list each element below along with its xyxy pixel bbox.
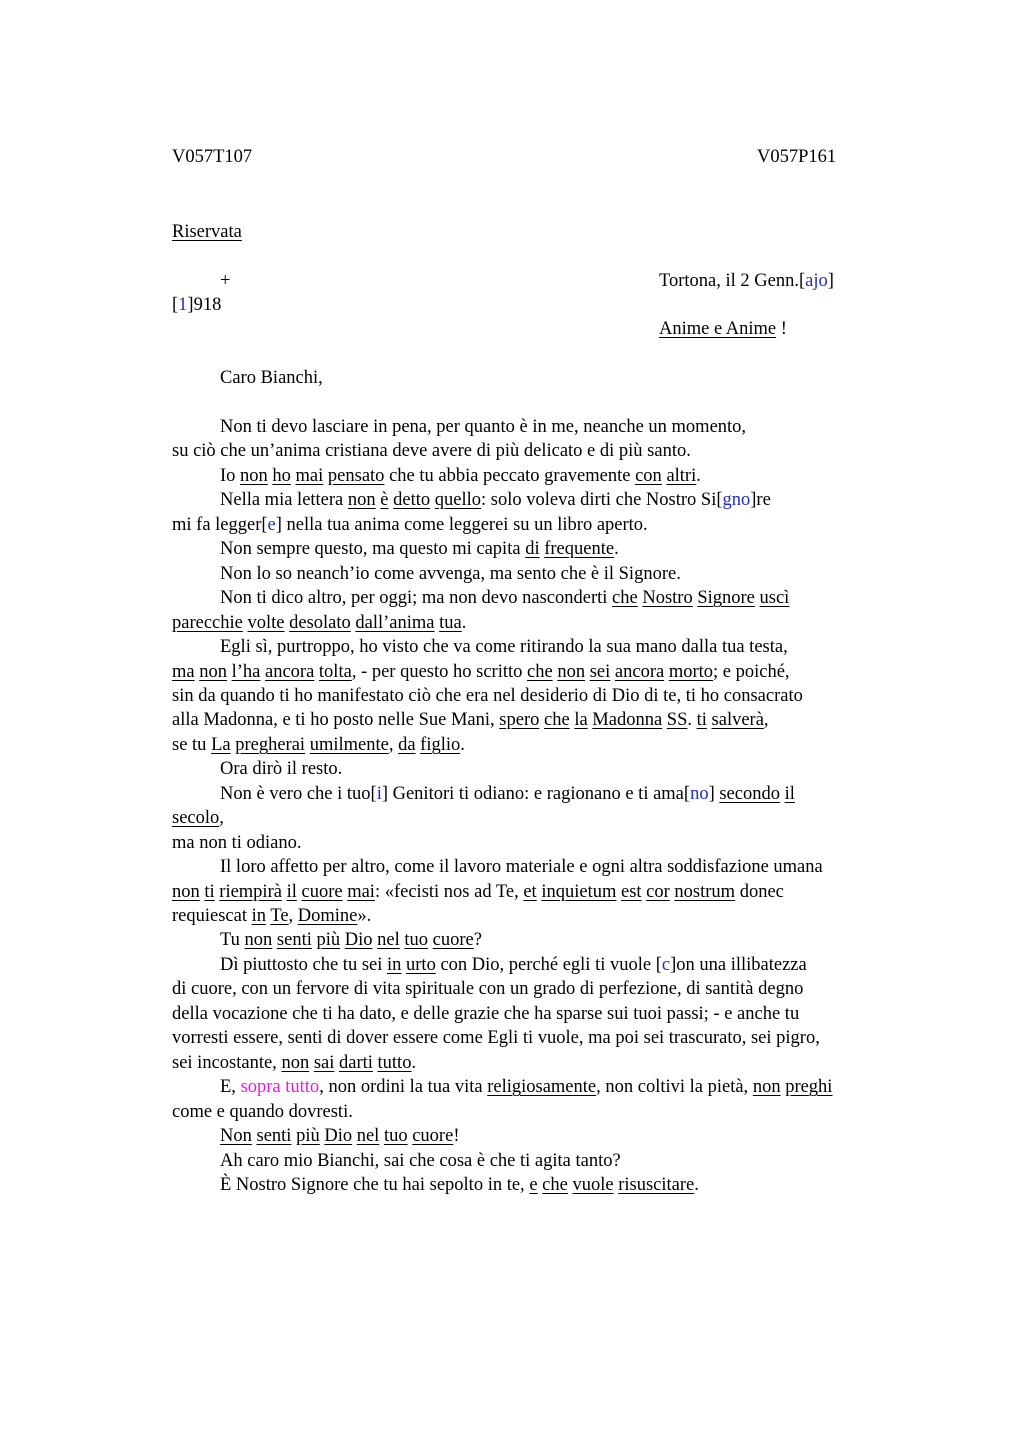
- underlined-word: darti: [339, 1053, 373, 1073]
- text-run: È Nostro Signore che tu hai sepolto in te,: [220, 1175, 530, 1195]
- underlined-word: Non: [220, 1126, 252, 1146]
- riservata-label: Riservata: [172, 222, 242, 242]
- text-run: Nella mia lettera: [220, 490, 348, 510]
- underlined-word: altri: [666, 466, 697, 486]
- text-run: ?: [473, 930, 482, 950]
- motto: [659, 317, 787, 341]
- underlined-word: in: [251, 906, 267, 926]
- body-line: [172, 1051, 416, 1075]
- text-run: Non ti devo lasciare in pena, per quanto è in me, neanche un momento,: [220, 417, 747, 437]
- text-run: vorresti essere, senti di dover essere come Egli ti vuole, ma poi sei trascurato, sei pigro,: [172, 1028, 820, 1048]
- underlined-word: non: [240, 466, 268, 486]
- text-run: ] Genitori ti odiano: e ragionano e ti ama[: [381, 784, 691, 804]
- text-run: se tu: [172, 735, 212, 755]
- underlined-word: è: [380, 490, 389, 510]
- text-run: Ah caro mio Bianchi, sai che cosa è che ti agita tanto?: [220, 1151, 621, 1171]
- text-run: ,: [763, 710, 769, 730]
- underlined-word: ti: [696, 710, 707, 730]
- underlined-word: est: [620, 882, 642, 902]
- underlined-word: da: [398, 735, 416, 755]
- body-line: [220, 855, 823, 879]
- underlined-word: non: [557, 662, 586, 682]
- text-run: ,: [288, 906, 298, 926]
- salutation: Caro Bianchi,: [220, 368, 323, 388]
- underlined-word: nostrum: [674, 882, 736, 902]
- text-run: .: [460, 735, 465, 755]
- body-line: [220, 953, 807, 977]
- underlined-word: dall’anima: [355, 613, 435, 633]
- text-run: Tu: [220, 930, 245, 950]
- underlined-word: morto: [668, 662, 714, 682]
- underlined-word: mai: [295, 466, 324, 486]
- text-run: Non ti dico altro, per oggi; ma non devo nasconderti: [220, 588, 613, 608]
- body-line: [220, 488, 771, 512]
- underlined-word: sei: [589, 662, 611, 682]
- text-run: sin da quando ti ho manifestato ciò che era nel desiderio di Dio di te, ti ho consacrato: [172, 686, 803, 706]
- text-run: Non sempre questo, ma questo mi capita: [220, 539, 526, 559]
- body-line: [172, 439, 691, 463]
- editorial-insertion: 1: [178, 295, 188, 315]
- underlined-word: l’ha: [231, 662, 261, 682]
- underlined-word: SS: [666, 710, 688, 730]
- underlined-word: frequente: [544, 539, 615, 559]
- text-run: .: [614, 539, 619, 559]
- underlined-word: inquietum: [541, 882, 617, 902]
- underlined-word: salverà: [711, 710, 764, 730]
- underlined-word: il: [784, 784, 795, 804]
- underlined-word: La: [211, 735, 231, 755]
- underlined-word: con: [635, 466, 662, 486]
- underlined-word: che: [542, 1175, 568, 1195]
- underlined-word: risuscitare: [618, 1175, 695, 1195]
- underlined-word: ma: [172, 662, 195, 682]
- text-run: !: [453, 1126, 460, 1146]
- underlined-word: non: [172, 882, 200, 902]
- body-line: [172, 708, 769, 732]
- text-run: Io: [220, 466, 241, 486]
- text-run: : «fecisti nos ad Te,: [374, 882, 524, 902]
- underlined-word: volte: [247, 613, 285, 633]
- underlined-word: preghi: [785, 1077, 833, 1097]
- text-run: Egli sì, purtroppo, ho visto che va come ritirando la sua mano dalla tua testa,: [220, 637, 788, 657]
- editorial-insertion: e: [267, 515, 276, 535]
- text-run: Ora dirò il resto.: [220, 759, 343, 779]
- text-run: E,: [220, 1077, 241, 1097]
- underlined-word: urto: [406, 955, 436, 975]
- page-code-right: V057P161: [757, 147, 837, 167]
- underlined-word: non: [244, 930, 273, 950]
- underlined-word: tua: [439, 613, 462, 633]
- text-run: ma non ti odiano.: [172, 833, 302, 853]
- underlined-word: il: [286, 882, 297, 902]
- underlined-word: la: [574, 710, 588, 730]
- underlined-word: non: [199, 662, 227, 682]
- text-run: ]: [708, 784, 720, 804]
- text-run: Non è vero che i tuo[: [220, 784, 377, 804]
- underlined-word: mai: [347, 882, 375, 902]
- body-line: [220, 1124, 459, 1148]
- date-year: [1]918: [172, 295, 222, 315]
- underlined-word: in: [387, 955, 402, 975]
- body-line: [172, 977, 803, 1001]
- body-line: [172, 904, 371, 928]
- body-line: [220, 1149, 621, 1173]
- body-line: [172, 880, 784, 904]
- underlined-word: Madonna: [592, 710, 663, 730]
- underlined-word: che: [544, 710, 570, 730]
- motto-text: Anime e Anime: [659, 319, 777, 339]
- body-line: [172, 513, 648, 537]
- text-run: ]on una illibatezza: [670, 955, 807, 975]
- body-line: [172, 660, 790, 684]
- underlined-word: che: [612, 588, 638, 608]
- underlined-word: secondo: [719, 784, 780, 804]
- body-line: [220, 928, 482, 952]
- underlined-word: tuo: [404, 930, 428, 950]
- underlined-word: ancora: [265, 662, 315, 682]
- body-line: [220, 464, 701, 488]
- doc-code-left: V057T107: [172, 147, 253, 167]
- underlined-word: pregherai: [235, 735, 306, 755]
- underlined-word: religiosamente: [487, 1077, 597, 1097]
- underlined-word: riempirà: [219, 882, 282, 902]
- editorial-insertion: no: [690, 784, 709, 804]
- text-run: con Dio, perché egli ti vuole [: [435, 955, 662, 975]
- underlined-word: non: [347, 490, 376, 510]
- text-run: ] nella tua anima come leggerei su un libro aperto.: [275, 515, 648, 535]
- text-run: .: [696, 466, 701, 486]
- editorial-insertion: ajo: [805, 271, 828, 291]
- body-line: [220, 635, 788, 659]
- body-line: [172, 1002, 799, 1026]
- underlined-word: Nostro: [642, 588, 693, 608]
- text-run: ,: [388, 735, 399, 755]
- text-run: su ciò che un’anima cristiana deve avere di più delicato e di più santo.: [172, 441, 691, 461]
- underlined-word: tuo: [383, 1126, 408, 1146]
- body-line: [220, 586, 789, 610]
- body-line: [220, 415, 746, 439]
- underlined-word: vuole: [572, 1175, 614, 1195]
- underlined-word: nel: [377, 930, 400, 950]
- text-run: ]re: [750, 490, 771, 510]
- text-run: come e quando dovresti.: [172, 1102, 353, 1122]
- underlined-word: figlio: [420, 735, 461, 755]
- text-run: .: [687, 710, 697, 730]
- underlined-word: sai: [313, 1053, 335, 1073]
- text-run: ».: [357, 906, 372, 926]
- underlined-word: senti: [256, 1126, 292, 1146]
- year-text: 918: [193, 295, 222, 315]
- text-run: Il loro affetto per altro, come il lavoro materiale e ogni altra soddisfazione umana: [220, 857, 823, 877]
- text-run: .: [411, 1053, 417, 1073]
- underlined-word: di: [525, 539, 540, 559]
- body-line: [172, 831, 301, 855]
- underlined-word: spero: [499, 710, 540, 730]
- text-run: , - per questo ho scritto: [351, 662, 528, 682]
- text-run: , non ordini la tua vita: [319, 1077, 488, 1097]
- underlined-word: desolato: [289, 613, 351, 633]
- editorial-insertion: gno: [722, 490, 751, 510]
- underlined-word: uscì: [759, 588, 790, 608]
- underlined-word: nel: [356, 1126, 380, 1146]
- body-line: [172, 733, 465, 757]
- underlined-word: ti: [204, 882, 215, 902]
- text-run: .: [461, 613, 467, 633]
- underlined-word: ancora: [614, 662, 665, 682]
- underlined-word: parecchie: [172, 613, 243, 633]
- body-line: [220, 537, 619, 561]
- text-run: Dì piuttosto che tu sei: [220, 955, 387, 975]
- text-run: che tu abbia peccato gravemente: [384, 466, 636, 486]
- cross-mark: +: [220, 271, 231, 291]
- underlined-word: quello: [434, 490, 481, 510]
- place-date-text: Tortona, il 2 Genn.: [659, 271, 799, 291]
- text-run: Non lo so neanch’io come avvenga, ma sento che è il Signore.: [220, 564, 681, 584]
- underlined-word: tutto: [377, 1053, 412, 1073]
- body-line: [220, 1075, 832, 1099]
- text-run: alla Madonna, e ti ho posto nelle Sue Mani,: [172, 710, 500, 730]
- text-run: requiescat: [172, 906, 252, 926]
- underlined-word: Dio: [324, 1126, 353, 1146]
- underlined-word: pensato: [327, 466, 385, 486]
- underlined-word: Signore: [697, 588, 755, 608]
- underlined-word: cuore: [301, 882, 343, 902]
- body-line: [220, 757, 342, 781]
- underlined-word: Dio: [344, 930, 373, 950]
- place-date: Tortona, il 2 Genn.[ajo]: [659, 271, 834, 291]
- underlined-word: secolo: [172, 808, 220, 828]
- underlined-word: cuore: [432, 930, 474, 950]
- body-line: [172, 1026, 820, 1050]
- body-line: [172, 806, 224, 830]
- underlined-word: e: [529, 1175, 538, 1195]
- motto-punct: !: [776, 319, 787, 339]
- text-run: di cuore, con un fervore di vita spirituale con un grado di perfezione, di santità degno: [172, 979, 804, 999]
- text-run: della vocazione che ti ha dato, e delle grazie che ha sparse sui tuoi passi; - e anche tu: [172, 1004, 800, 1024]
- body-line: [220, 562, 681, 586]
- underlined-word: ho: [272, 466, 291, 486]
- text-run: ,: [219, 808, 224, 828]
- text-run: : solo voleva dirti che Nostro Si[: [481, 490, 723, 510]
- body-line: [220, 782, 795, 806]
- text-run: , non coltivi la pietà,: [596, 1077, 753, 1097]
- underlined-word: non: [281, 1053, 310, 1073]
- underlined-word: più: [296, 1126, 320, 1146]
- underlined-word: che: [527, 662, 553, 682]
- body-line: [220, 1173, 699, 1197]
- body-line: [172, 611, 466, 635]
- text-run: donec: [735, 882, 784, 902]
- underlined-word: cor: [646, 882, 670, 902]
- text-run: .: [694, 1175, 699, 1195]
- underlined-word: Te: [270, 906, 289, 926]
- underlined-word: cuore: [412, 1126, 454, 1146]
- underlined-word: senti: [276, 930, 312, 950]
- underlined-word: più: [316, 930, 341, 950]
- text-run: sei incostante,: [172, 1053, 282, 1073]
- editorial-insertion: c: [661, 955, 671, 975]
- highlighted-phrase: sopra tutto: [240, 1077, 320, 1097]
- underlined-word: et: [523, 882, 537, 902]
- body-line: [172, 684, 803, 708]
- underlined-word: non: [752, 1077, 781, 1097]
- text-run: ; e poiché,: [713, 662, 790, 682]
- text-run: mi fa legger[: [172, 515, 268, 535]
- body-line: [172, 1100, 353, 1124]
- editorial-insertion: i: [376, 784, 382, 804]
- underlined-word: tolta: [318, 662, 352, 682]
- underlined-word: umilmente: [309, 735, 389, 755]
- underlined-word: detto: [393, 490, 431, 510]
- underlined-word: Domine: [297, 906, 358, 926]
